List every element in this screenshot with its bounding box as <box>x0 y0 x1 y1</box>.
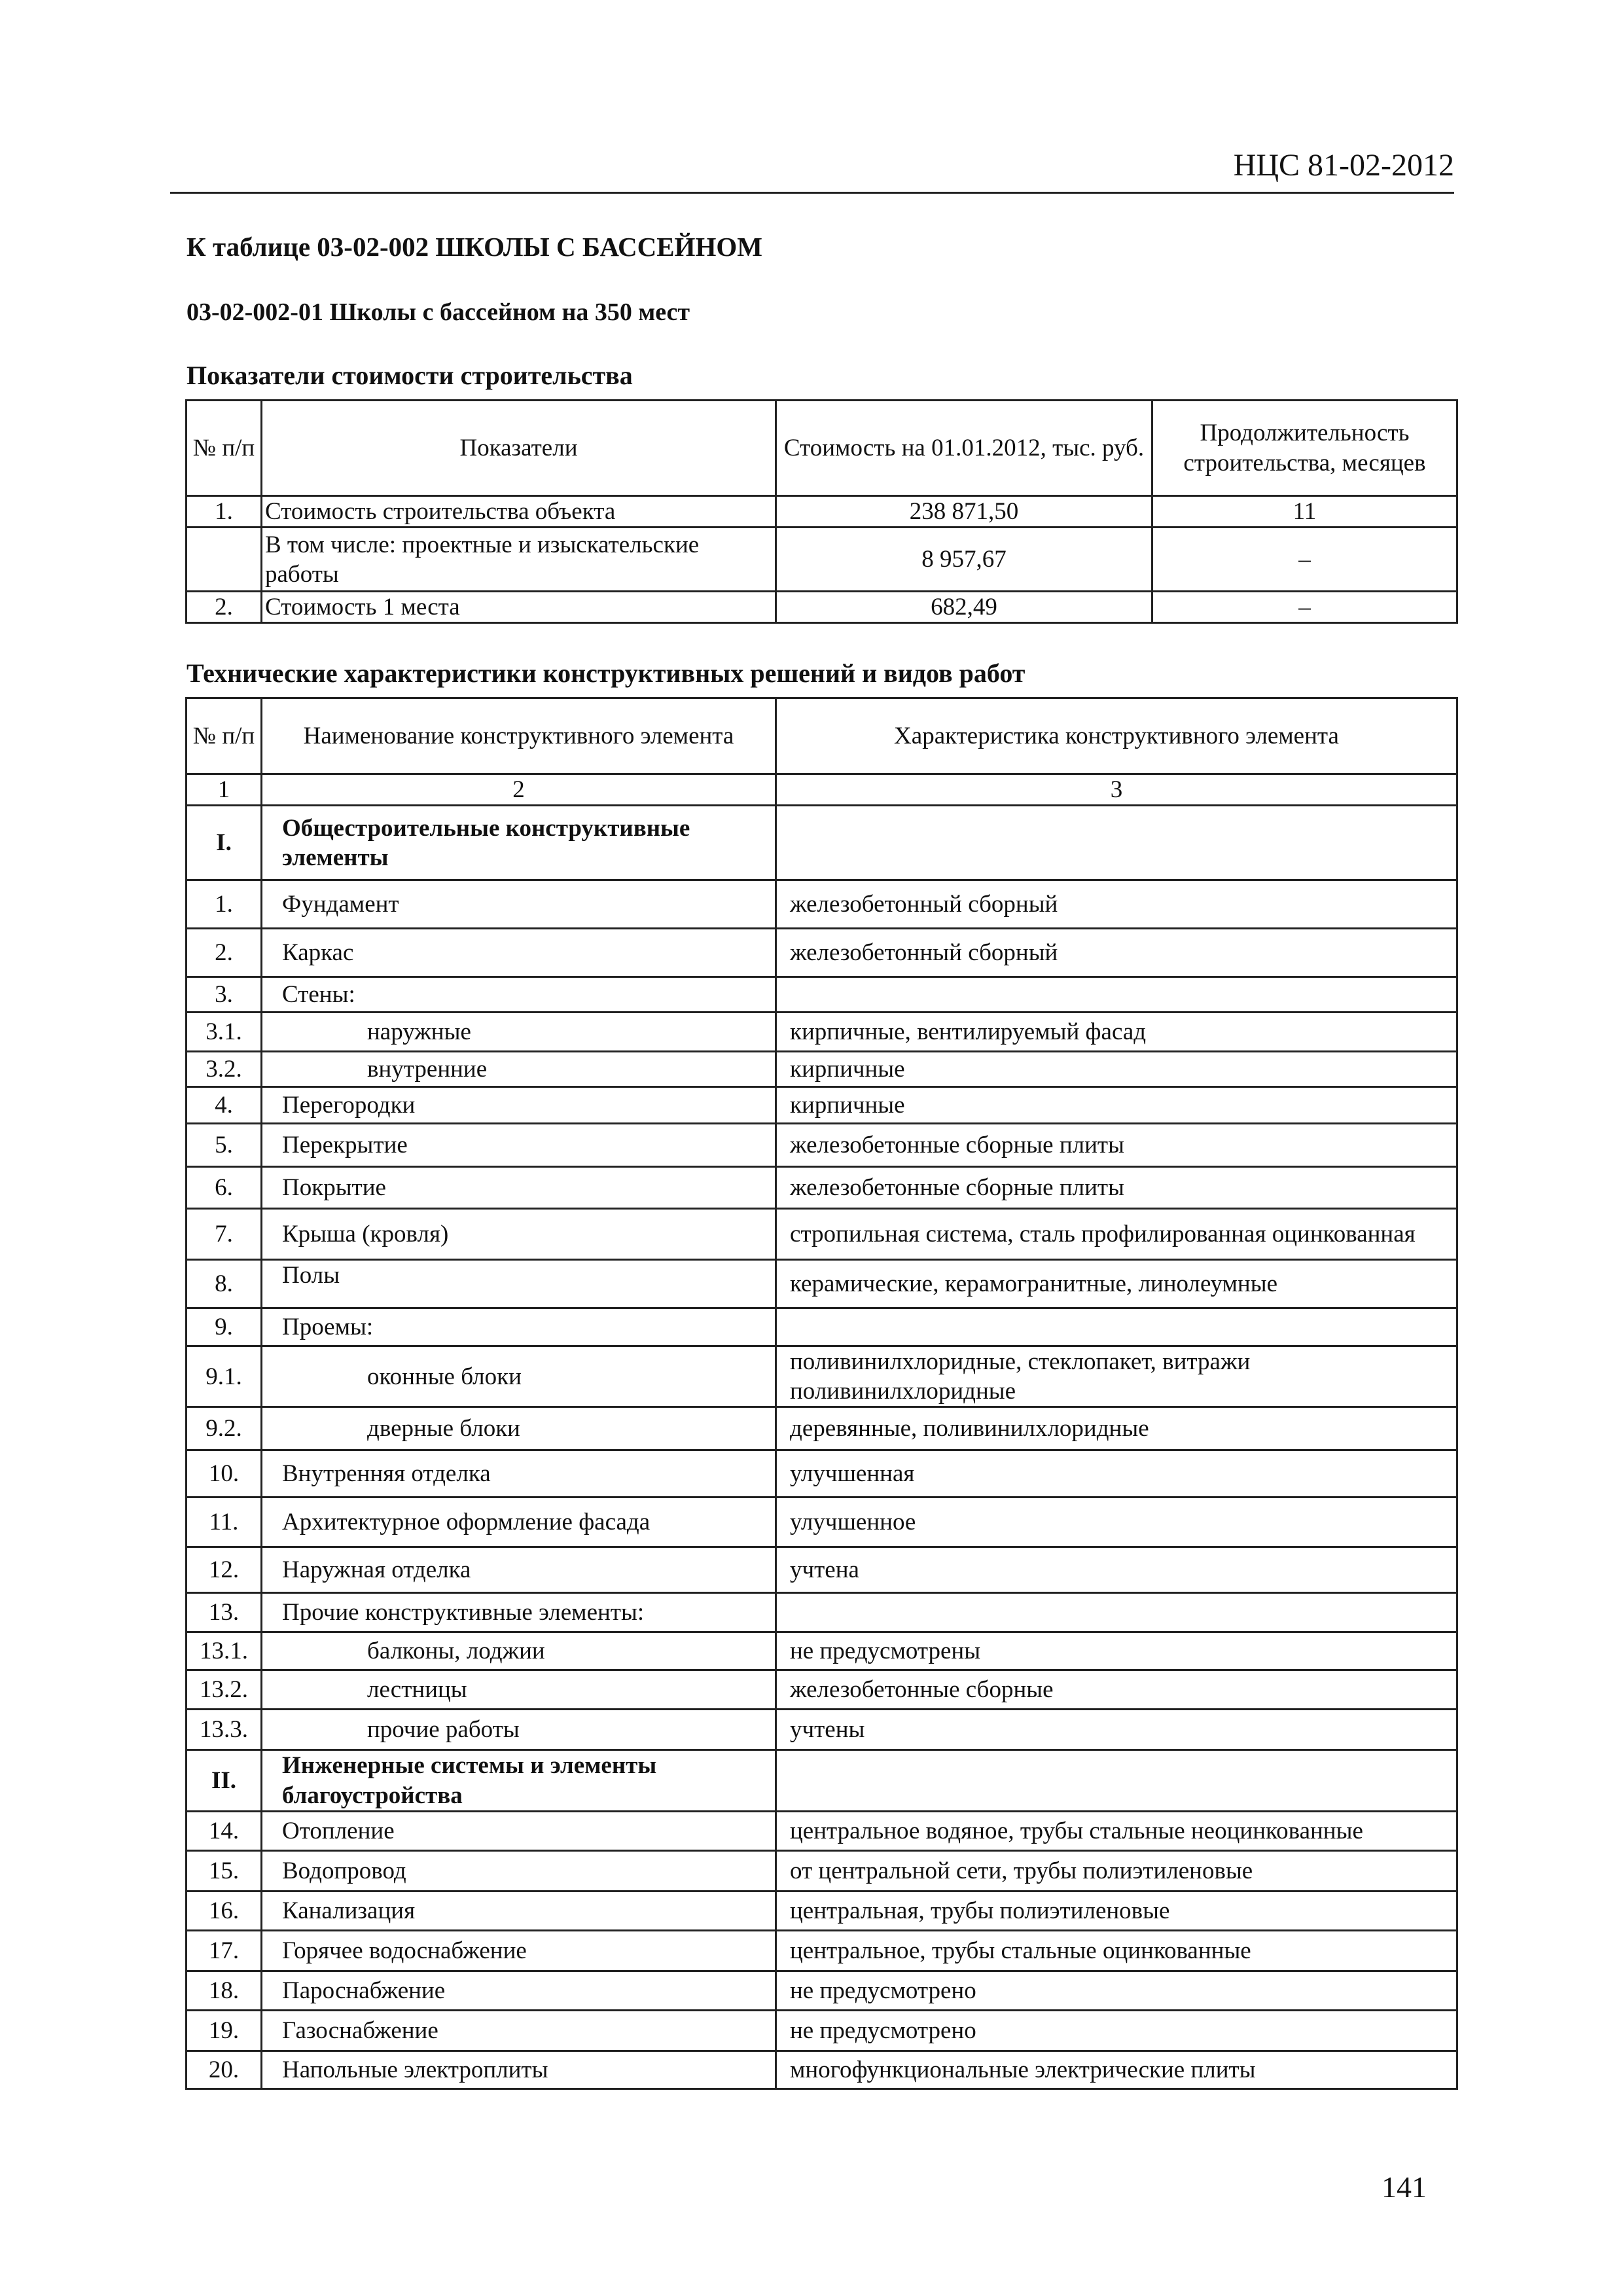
column-number: 3 <box>776 774 1457 806</box>
element-name: Газоснабжение <box>262 2010 776 2051</box>
element-name: внутренние <box>262 1052 776 1087</box>
element-name: Полы <box>262 1260 776 1308</box>
section-row <box>187 806 1457 880</box>
element-name: Проемы: <box>262 1308 776 1346</box>
element-characteristic: учтена <box>776 1547 1457 1593</box>
row-number: 18. <box>187 1971 262 2010</box>
column-header-element: Наименование конструктивного элемента <box>262 698 776 774</box>
page-number: 141 <box>1382 2170 1427 2204</box>
table-row <box>187 1052 1457 1087</box>
table-row <box>187 1407 1457 1450</box>
element-name: балконы, лоджии <box>262 1632 776 1670</box>
row-number: 10. <box>187 1450 262 1498</box>
element-characteristic: центральная, трубы полиэтиленовые <box>776 1891 1457 1930</box>
row-number: 12. <box>187 1547 262 1593</box>
element-characteristic: кирпичные <box>776 1052 1457 1087</box>
column-header-characteristic: Характеристика конструктивного элемента <box>776 698 1457 774</box>
table-header-row <box>187 401 1457 496</box>
element-characteristic: кирпичные, вентилируемый фасад <box>776 1013 1457 1052</box>
row-number: 13.1. <box>187 1632 262 1670</box>
element-name: прочие работы <box>262 1710 776 1750</box>
element-characteristic: улучшенная <box>776 1450 1457 1498</box>
element-characteristic: деревянные, поливинилхлоридные <box>776 1407 1457 1450</box>
tech-section-title: Технические характеристики конструктивных решений и видов работ <box>187 658 1026 688</box>
row-cost: 238 871,50 <box>776 496 1152 528</box>
column-header-number: № п/п <box>187 401 262 496</box>
element-name: Перегородки <box>262 1087 776 1124</box>
element-characteristic <box>776 1593 1457 1632</box>
table-row <box>187 1346 1457 1407</box>
row-number: 1. <box>187 880 262 929</box>
row-indicator: В том числе: проектные и изыскательские работы <box>262 528 776 592</box>
table-row <box>187 1087 1457 1124</box>
row-number <box>187 528 262 592</box>
table-row <box>187 1450 1457 1498</box>
table-reference-heading: К таблице 03-02-002 ШКОЛЫ С БАССЕЙНОМ <box>187 232 762 262</box>
element-name: Наружная отделка <box>262 1547 776 1593</box>
header-rule <box>170 192 1454 194</box>
element-characteristic: железобетонные сборные плиты <box>776 1167 1457 1209</box>
column-numbers-row <box>187 774 1457 806</box>
row-number: 9.2. <box>187 1407 262 1450</box>
element-name: Каркас <box>262 929 776 977</box>
row-number: 2. <box>187 592 262 623</box>
row-number: II. <box>187 1750 262 1811</box>
row-indicator: Стоимость 1 места <box>262 592 776 623</box>
element-name: Водопровод <box>262 1850 776 1891</box>
element-characteristic <box>776 806 1457 880</box>
cost-section-title: Показатели стоимости строительства <box>187 361 633 390</box>
row-number: 17. <box>187 1930 262 1971</box>
element-characteristic: железобетонные сборные <box>776 1670 1457 1710</box>
element-name: Пароснабжение <box>262 1971 776 2010</box>
row-number: I. <box>187 806 262 880</box>
element-name: Канализация <box>262 1891 776 1930</box>
technical-characteristics-table <box>185 697 1458 2090</box>
element-name: дверные блоки <box>262 1407 776 1450</box>
table-row <box>187 1593 1457 1632</box>
row-number: 9.1. <box>187 1346 262 1407</box>
row-duration: – <box>1152 528 1457 592</box>
element-characteristic <box>776 1750 1457 1811</box>
element-characteristic: не предусмотрено <box>776 1971 1457 2010</box>
element-characteristic <box>776 1308 1457 1346</box>
element-name: Крыша (кровля) <box>262 1209 776 1260</box>
element-name: Прочие конструктивные элементы: <box>262 1593 776 1632</box>
element-name: Внутренняя отделка <box>262 1450 776 1498</box>
element-name: Общестроительные конструктивные элементы <box>262 806 776 880</box>
row-number: 5. <box>187 1124 262 1167</box>
element-characteristic: стропильная система, сталь профилированная оцинкованная <box>776 1209 1457 1260</box>
row-number: 19. <box>187 2010 262 2051</box>
element-characteristic: железобетонный сборный <box>776 880 1457 929</box>
row-number: 7. <box>187 1209 262 1260</box>
cost-indicators-table <box>185 399 1458 624</box>
table-row <box>187 1547 1457 1593</box>
element-characteristic: улучшенное <box>776 1498 1457 1547</box>
row-number: 11. <box>187 1498 262 1547</box>
row-indicator: Стоимость строительства объекта <box>262 496 776 528</box>
table-row <box>187 1930 1457 1971</box>
element-name: Напольные электроплиты <box>262 2051 776 2089</box>
table-row <box>187 929 1457 977</box>
element-characteristic: не предусмотрено <box>776 2010 1457 2051</box>
table-row <box>187 1013 1457 1052</box>
element-characteristic: не предусмотрены <box>776 1632 1457 1670</box>
row-number: 13.2. <box>187 1670 262 1710</box>
column-header-cost: Стоимость на 01.01.2012, тыс. руб. <box>776 401 1152 496</box>
row-number: 6. <box>187 1167 262 1209</box>
row-number: 13. <box>187 1593 262 1632</box>
row-number: 16. <box>187 1891 262 1930</box>
table-row <box>187 1167 1457 1209</box>
technical-table-body <box>187 806 1457 2089</box>
element-characteristic: железобетонный сборный <box>776 929 1457 977</box>
table-row <box>187 1811 1457 1850</box>
element-characteristic: железобетонные сборные плиты <box>776 1124 1457 1167</box>
element-name: Фундамент <box>262 880 776 929</box>
element-characteristic: керамические, керамогранитные, линолеумные <box>776 1260 1457 1308</box>
element-name: Инженерные системы и элементы благоустройства <box>262 1750 776 1811</box>
element-name: Архитектурное оформление фасада <box>262 1498 776 1547</box>
table-row <box>187 1498 1457 1547</box>
table-row <box>187 1971 1457 2010</box>
row-number: 3.1. <box>187 1013 262 1052</box>
row-number: 1. <box>187 496 262 528</box>
table-row <box>187 1710 1457 1750</box>
table-header-row <box>187 698 1457 774</box>
row-number: 8. <box>187 1260 262 1308</box>
table-row <box>187 528 1457 592</box>
document-code: НЦС 81-02-2012 <box>1233 148 1454 183</box>
element-characteristic: центральное водяное, трубы стальные неоцинкованные <box>776 1811 1457 1850</box>
row-number: 20. <box>187 2051 262 2089</box>
row-duration: – <box>1152 592 1457 623</box>
table-row <box>187 1670 1457 1710</box>
column-header-duration: Продолжительность строительства, месяцев <box>1152 401 1457 496</box>
table-row <box>187 2010 1457 2051</box>
column-header-number: № п/п <box>187 698 262 774</box>
row-duration: 11 <box>1152 496 1457 528</box>
column-number: 1 <box>187 774 262 806</box>
table-row <box>187 1308 1457 1346</box>
row-cost: 682,49 <box>776 592 1152 623</box>
element-characteristic: центральное, трубы стальные оцинкованные <box>776 1930 1457 1971</box>
row-number: 13.3. <box>187 1710 262 1750</box>
element-name: Отопление <box>262 1811 776 1850</box>
table-row <box>187 1209 1457 1260</box>
element-characteristic: кирпичные <box>776 1087 1457 1124</box>
table-row <box>187 977 1457 1013</box>
element-name: Покрытие <box>262 1167 776 1209</box>
row-number: 3.2. <box>187 1052 262 1087</box>
table-row <box>187 592 1457 623</box>
table-row <box>187 1632 1457 1670</box>
element-characteristic: поливинилхлоридные, стеклопакет, витражи поливинилхлоридные <box>776 1346 1457 1407</box>
row-number: 2. <box>187 929 262 977</box>
column-number: 2 <box>262 774 776 806</box>
row-number: 14. <box>187 1811 262 1850</box>
column-header-indicators: Показатели <box>262 401 776 496</box>
row-number: 4. <box>187 1087 262 1124</box>
table-row <box>187 2051 1457 2089</box>
table-row <box>187 880 1457 929</box>
element-characteristic <box>776 977 1457 1013</box>
row-cost: 8 957,67 <box>776 528 1152 592</box>
element-name: лестницы <box>262 1670 776 1710</box>
element-name: Горячее водоснабжение <box>262 1930 776 1971</box>
section-row <box>187 1750 1457 1811</box>
element-characteristic: многофункциональные электрические плиты <box>776 2051 1457 2089</box>
table-row <box>187 1850 1457 1891</box>
table-row <box>187 1124 1457 1167</box>
row-number: 3. <box>187 977 262 1013</box>
table-row <box>187 496 1457 528</box>
element-characteristic: учтены <box>776 1710 1457 1750</box>
table-row <box>187 1891 1457 1930</box>
row-number: 9. <box>187 1308 262 1346</box>
element-name: Перекрытие <box>262 1124 776 1167</box>
row-number: 15. <box>187 1850 262 1891</box>
subtable-heading: 03-02-002-01 Школы с бассейном на 350 мест <box>187 298 690 326</box>
element-name: оконные блоки <box>262 1346 776 1407</box>
element-name: Стены: <box>262 977 776 1013</box>
table-row <box>187 1260 1457 1308</box>
element-name: наружные <box>262 1013 776 1052</box>
element-characteristic: от центральной сети, трубы полиэтиленовые <box>776 1850 1457 1891</box>
